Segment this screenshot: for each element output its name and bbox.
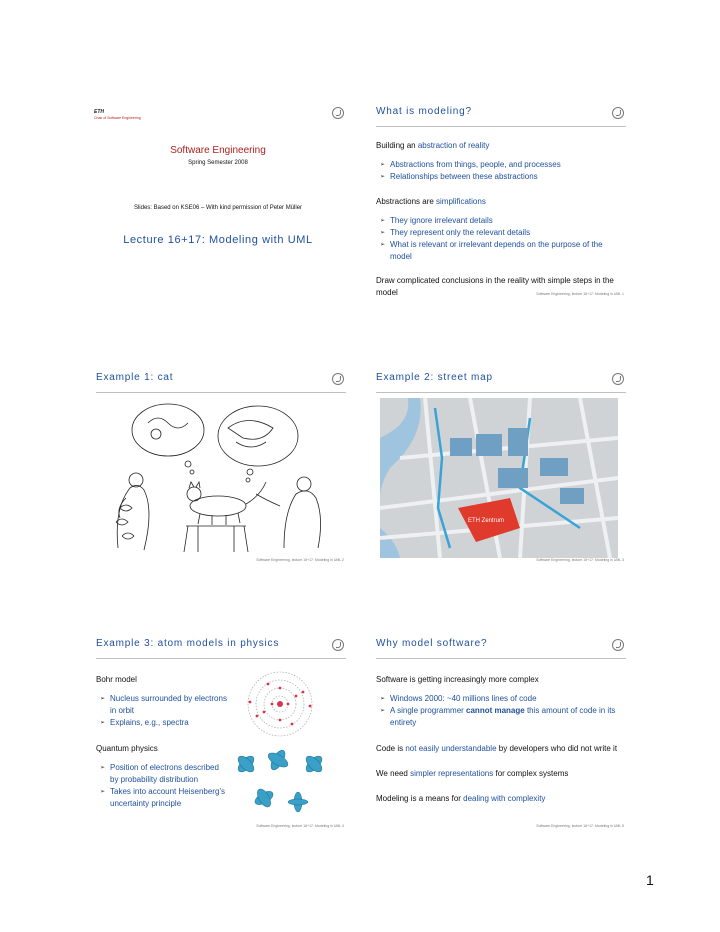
chair-logo-icon [332, 373, 344, 385]
highlight-text: not easily understandable [405, 744, 497, 753]
eth-logo: ETH [94, 109, 104, 115]
body-text: Quantum physics [96, 744, 158, 753]
body-text: Building an [376, 141, 418, 150]
body-text: Modeling is a means for [376, 794, 464, 803]
body-text: Abstractions are [376, 197, 437, 206]
slide-heading: Example 1: cat [96, 372, 174, 383]
body-text: We need [376, 769, 411, 778]
bullet-text: A single programmer [390, 706, 467, 715]
bullet-item: ➢ They represent only the relevant details [390, 227, 622, 239]
chair-logo-icon [332, 107, 344, 119]
highlight-text: abstraction of reality [417, 141, 490, 150]
heading-divider [96, 658, 346, 659]
slide-heading: What is modeling? [376, 106, 472, 117]
slide-footer: Software Engineering, lecture 16+17: Modeling in UML 1 [536, 292, 624, 296]
cat-illustration [108, 398, 338, 556]
slide-why-model-software [368, 634, 628, 832]
body-text: Bohr model [96, 675, 137, 684]
slide-what-is-modeling [368, 102, 628, 300]
slide-body [376, 140, 622, 308]
chair-logo-icon [612, 373, 624, 385]
body-text: for complex systems [493, 769, 569, 778]
highlight-text: dealing with complexity [463, 794, 546, 803]
heading-divider [376, 392, 626, 393]
body-text: by developers who did not write it [496, 744, 618, 753]
slide-title [88, 102, 348, 300]
bullet-item: ➢ Relationships between these abstractions [390, 171, 622, 183]
lecture-title: Lecture 16+17: Modeling with UML [123, 234, 313, 246]
bullet-item: ➢ What is relevant or irrelevant depends on the purpose of the model [390, 239, 622, 263]
heading-divider [376, 658, 626, 659]
heading-divider [376, 126, 626, 127]
bullet-text: this amount of code in its entirety [390, 706, 616, 727]
department-name: Chair of Software Engineering [94, 116, 141, 120]
bullet-item: ➢ Position of electrons described by probability distribution [110, 762, 228, 786]
orbital-diagram [228, 746, 336, 818]
highlight-text: simpler representations [410, 769, 494, 778]
page-number: 1 [646, 872, 654, 888]
bullet-item: ➢ Takes into account Heisenberg’s uncertainty principle [110, 786, 228, 810]
chair-logo-icon [612, 639, 624, 651]
slide-footer: Software Engineering, lecture 16+17: Modeling in UML 3 [536, 558, 624, 562]
bullet-item: ➢ Windows 2000: ~40 millions lines of code [390, 693, 622, 705]
semester: Spring Semester 2008 [188, 160, 248, 166]
highlight-text: simplifications [436, 197, 486, 206]
slide-heading: Example 3: atom models in physics [96, 638, 280, 649]
bullet-item: ➢ Abstractions from things, people, and processes [390, 159, 622, 171]
slide-footer: Software Engineering, lecture 16+17: Modeling in UML 4 [256, 824, 344, 828]
body-text: Code is [376, 744, 406, 753]
bullet-item: ➢ Explains, e.g., spectra [110, 717, 228, 729]
slide-footer: Software Engineering, lecture 16+17: Modeling in UML 5 [536, 824, 624, 828]
heading-divider [96, 392, 346, 393]
chair-logo-icon [332, 639, 344, 651]
course-title: Software Engineering [170, 145, 266, 156]
body-text: Draw complicated conclusions in the reality with simple steps in the model [376, 276, 614, 297]
bohr-atom-diagram [240, 664, 320, 744]
map-label: ETH Zentrum [468, 518, 505, 524]
slide-footer: Software Engineering, lecture 16+17: Modeling in UML 2 [256, 558, 344, 562]
bullet-item: ➢ They ignore irrelevant details [390, 215, 622, 227]
chair-logo-icon [612, 107, 624, 119]
credit-line: Slides: Based on KSE06 – With kind permission of Peter Müller [133, 205, 303, 211]
slide-body [96, 674, 228, 819]
slide-example-map [368, 368, 628, 566]
bullet-item [390, 705, 622, 729]
slide-heading: Example 2: street map [376, 372, 493, 383]
highlight-text: cannot manage [466, 706, 525, 715]
street-map-image [380, 398, 618, 558]
slide-heading: Why model software? [376, 638, 488, 649]
body-text: Software is getting increasingly more complex [376, 675, 539, 684]
slide-body [376, 674, 622, 814]
slide-example-atom [88, 634, 348, 832]
slide-example-cat [88, 368, 348, 566]
bullet-item: ➢ Nucleus surrounded by electrons in orbit [110, 693, 228, 717]
